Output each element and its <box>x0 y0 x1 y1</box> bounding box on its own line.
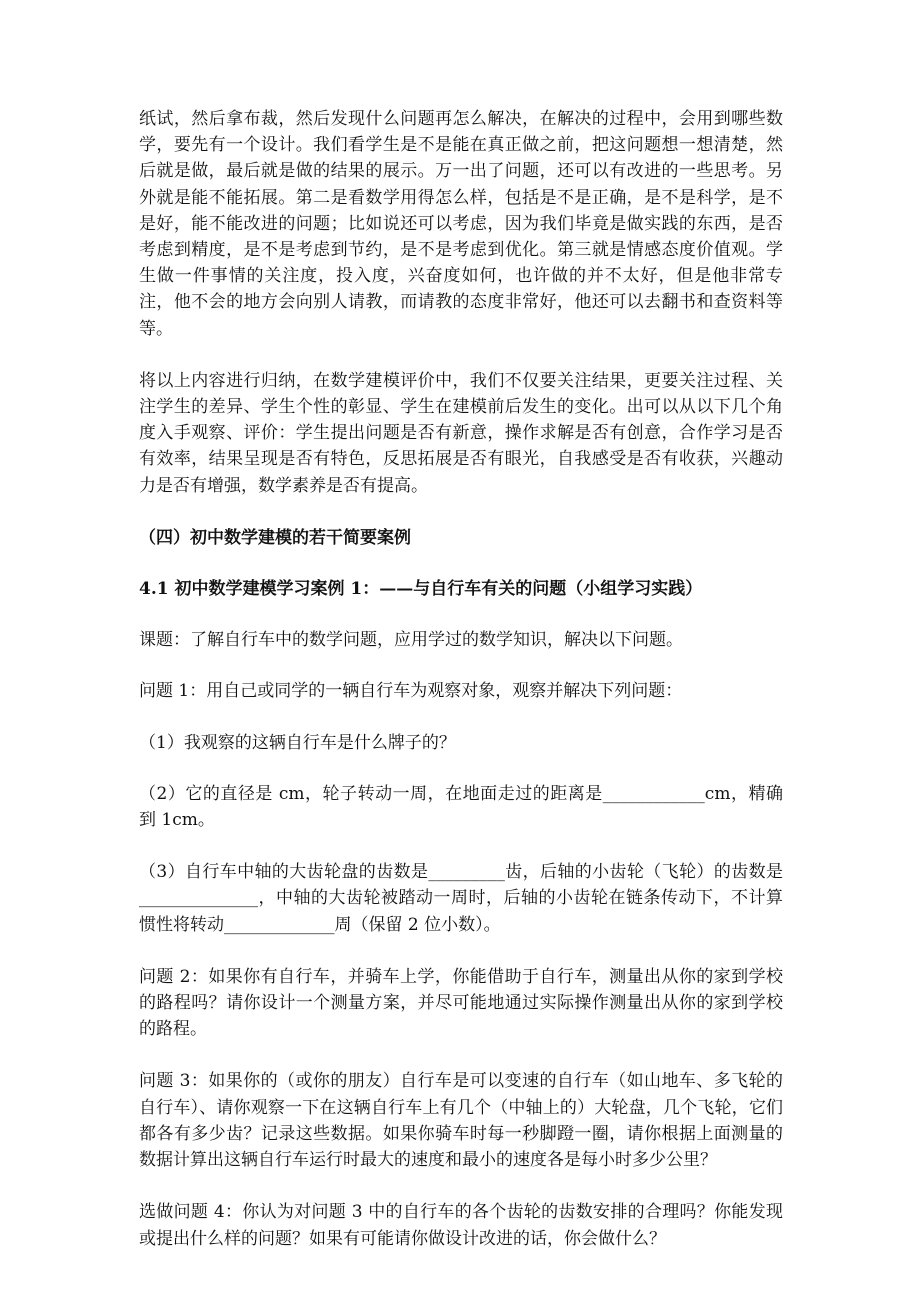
paragraph-topic: 课题：了解自行车中的数学问题，应用学过的数学知识，解决以下问题。 <box>139 630 683 651</box>
document-page <box>139 106 783 1252</box>
paragraph-question-3: 问题 3：如果你的（或你的朋友）自行车是可以变速的自行车（如山地车、多飞轮的自行车）、请你观察一下在这辆自行车上有几个（中轴上的）大轮盘，几个飞轮，它们都各有多少齿？记录这些数据。如果你骑车时每一秒脚蹬一圈，请你根据上面测量的数据计算出这辆自行车运行时最大的速度和最小的速度各是每小时多少公里？ <box>139 1071 783 1171</box>
paragraph-question-1-item-2: （2）它的直径是 cm，轮子转动一周，在地面走过的距离是____________cm，精确到 1cm。 <box>139 783 783 831</box>
paragraph-evaluation-design: 纸试，然后拿布裁，然后发现什么问题再怎么解决，在解决的过程中，会用到哪些数学，要先有一个设计。我们看学生是不是能在真正做之前，把这问题想一想清楚，然后就是做，最后就是做的结果的展示。万一出了问题，还可以有改进的一些思考。另外就是能不能拓展。第二是看数学用得怎么样，包括是不是正确，是不是科学，是不是好，能不能改进的问题；比如说还可以考虑，因为我们毕竟是做实践的东西，是否考虑到精度，是不是考虑到节约，是不是考虑到优化。第三就是情感态度价值观。学生做一件事情的关注度，投入度，兴奋度如何，也许做的并不太好，但是他非常专注，他不会的地方会向别人请教，而请教的态度非常好，他还可以去翻书和查资料等等。 <box>139 109 783 339</box>
paragraph-question-1-item-3: （3）自行车中轴的大齿轮盘的齿数是_________齿，后轴的小齿轮（飞轮）的齿数是______________，中轴的大齿轮被踏动一周时，后轴的小齿轮在链条传动下，不计算惯性将转动_____________周（保留 2 位小数）。 <box>139 862 783 935</box>
paragraph-question-1-item-1: （1）我观察的这辆自行车是什么牌子的？ <box>139 732 456 753</box>
section-heading-cases: （四）初中数学建模的若干简要案例 <box>139 527 411 548</box>
paragraph-question-4: 选做问题 4：你认为对问题 3 中的自行车的各个齿轮的齿数安排的合理吗？你能发现或提出什么样的问题？如果有可能请你做设计改进的话，你会做什么？ <box>139 1202 783 1249</box>
paragraph-question-1: 问题 1：用自己或同学的一辆自行车为观察对象，观察并解决下列问题： <box>139 681 683 702</box>
paragraph-question-2: 问题 2：如果你有自行车，并骑车上学，你能借助于自行车，测量出从你的家到学校的路程吗？请你设计一个测量方案，并尽可能地通过实际操作测量出从你的家到学校的路程。 <box>139 966 783 1040</box>
case-heading-bicycle: 4.1 初中数学建模学习案例 1：——与自行车有关的问题（小组学习实践） <box>139 579 703 600</box>
paragraph-evaluation-summary: 将以上内容进行归纳，在数学建模评价中，我们不仅要关注结果，更要关注过程、关注学生的差异、学生个性的彰显、学生在建模前后发生的变化。出可以从以下几个角度入手观察、评价：学生提出问题是否有新意，操作求解是否有创意，合作学习是否有效率，结果呈现是否有特色，反思拓展是否有眼光，自我感受是否有收获，兴趣动力是否有增强，数学素养是否有提高。 <box>139 370 783 496</box>
